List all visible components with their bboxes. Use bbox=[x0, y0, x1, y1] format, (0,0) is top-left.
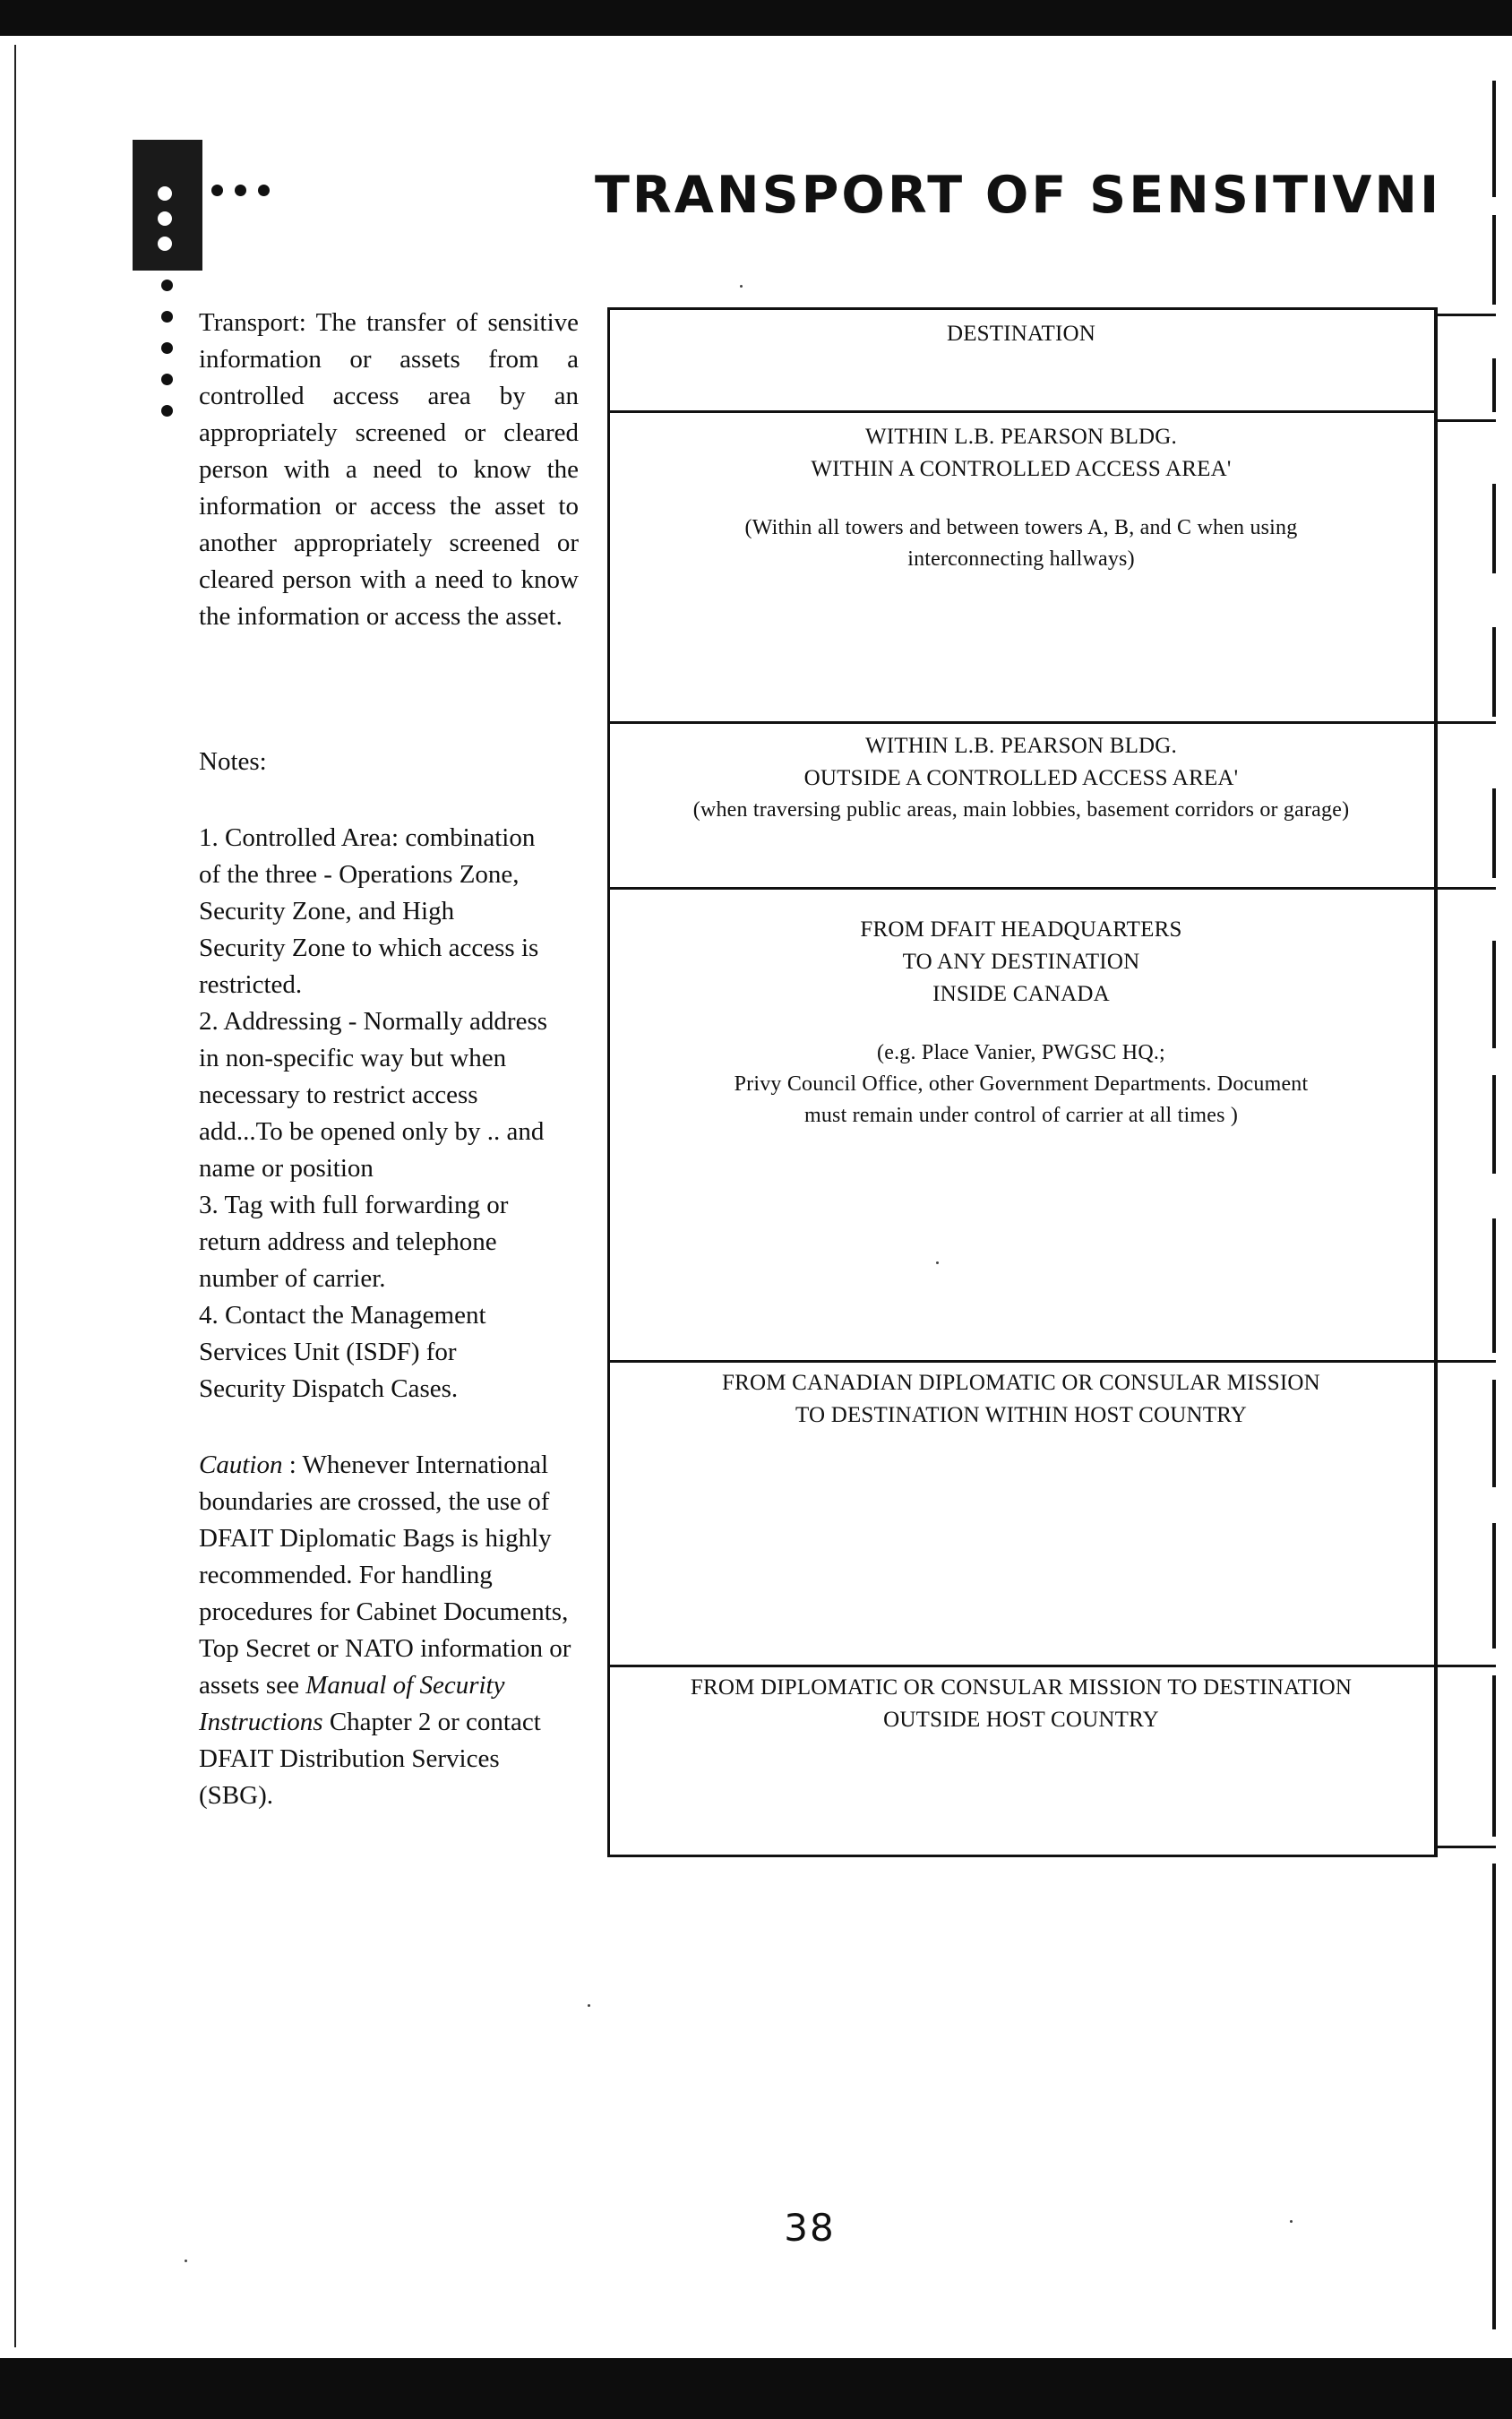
title-dot bbox=[258, 185, 270, 196]
table-row bbox=[618, 914, 1424, 1132]
note-line: Security Dispatch Cases. bbox=[199, 1374, 459, 1403]
manual-title: Manual of Security Instructions bbox=[199, 1671, 505, 1736]
row-divider bbox=[607, 887, 1437, 890]
table-row bbox=[618, 421, 1424, 575]
margin-dot bbox=[161, 342, 173, 354]
cut-column-edge bbox=[1492, 788, 1496, 878]
row-note-line: (when traversing public areas, main lobbies, basement corridors or garage) bbox=[692, 798, 1350, 822]
cut-column-edge bbox=[1492, 941, 1496, 1048]
caution-text: : Whenever International boundaries are crossed, the use of DFAIT Diplomatic Bags is highly recommended. For handling procedures for Cabinet Documents, Top Secret or NATO information or assets see bbox=[199, 1451, 571, 1700]
cut-column-edge bbox=[1492, 1218, 1496, 1353]
page-number: 38 bbox=[784, 2206, 836, 2250]
margin-dot bbox=[161, 374, 173, 385]
ornament-dot bbox=[158, 237, 172, 251]
row-note-line: interconnecting hallways) bbox=[907, 547, 1135, 571]
table-row bbox=[618, 1367, 1424, 1432]
cut-column-edge bbox=[1492, 358, 1496, 412]
note-line: 4. Contact the Management bbox=[199, 1301, 486, 1330]
scan-speck bbox=[588, 2004, 590, 2007]
row-heading-line: FROM DIPLOMATIC OR CONSULAR MISSION TO DESTINATION bbox=[690, 1675, 1353, 1700]
table-row bbox=[618, 1672, 1424, 1736]
transport-definition: Transport: The transfer of sensitive information or assets from a controlled access area by an appropriately screened or cleared person with a need to know the information or access the asset to another appropriately screened or cleared person with a need to know the information or access the asset. bbox=[199, 308, 579, 631]
cut-column-edge bbox=[1492, 1523, 1496, 1649]
title-dot bbox=[211, 185, 223, 196]
row-divider bbox=[607, 410, 1437, 413]
note-line: in non-specific way but when bbox=[199, 1044, 507, 1072]
note-line: add...To be opened only by .. and bbox=[199, 1117, 545, 1146]
note-line: name or position bbox=[199, 1154, 374, 1183]
margin-dot bbox=[161, 405, 173, 417]
spacer bbox=[618, 1011, 1424, 1037]
cut-column-edge bbox=[1492, 81, 1496, 197]
margin-dot bbox=[161, 280, 173, 291]
row-divider bbox=[607, 1360, 1437, 1363]
note-line: restricted. bbox=[199, 970, 303, 999]
cut-column-edge bbox=[1492, 627, 1496, 717]
adjacent-column-divider bbox=[1437, 1360, 1496, 1363]
caution-label: Caution bbox=[199, 1451, 283, 1479]
row-divider bbox=[607, 721, 1437, 724]
adjacent-column-divider bbox=[1437, 887, 1496, 890]
adjacent-column-divider bbox=[1437, 1846, 1496, 1848]
cut-column-edge bbox=[1492, 1675, 1496, 1837]
table-header: DESTINATION bbox=[946, 322, 1096, 346]
row-heading-line: INSIDE CANADA bbox=[932, 982, 1110, 1006]
row-divider bbox=[607, 1665, 1437, 1667]
note-line: 2. Addressing - Normally address bbox=[199, 1007, 548, 1036]
row-heading-line: WITHIN L.B. PEARSON BLDG. bbox=[864, 734, 1178, 758]
note-line: return address and telephone bbox=[199, 1227, 497, 1256]
adjacent-column-divider bbox=[1437, 1665, 1496, 1667]
notes-heading: Notes: bbox=[199, 747, 267, 776]
page-title: TRANSPORT OF SENSITIVNI bbox=[595, 166, 1442, 225]
note-line: number of carrier. bbox=[199, 1264, 386, 1293]
adjacent-column-divider bbox=[1437, 721, 1496, 724]
corner-ornament bbox=[133, 140, 202, 271]
note-line: 1. Controlled Area: combination bbox=[199, 823, 536, 852]
notes-list bbox=[199, 820, 579, 1407]
row-note-line: must remain under control of carrier at all times ) bbox=[803, 1104, 1239, 1127]
margin-dot bbox=[161, 311, 173, 323]
caution-paragraph bbox=[199, 1447, 579, 1814]
row-heading-line: WITHIN A CONTROLLED ACCESS AREA' bbox=[811, 457, 1232, 481]
scan-speck bbox=[185, 2260, 187, 2262]
row-heading-line: WITHIN L.B. PEARSON BLDG. bbox=[864, 425, 1178, 449]
scan-speck bbox=[936, 1261, 939, 1264]
note-line: of the three - Operations Zone, bbox=[199, 860, 520, 889]
adjacent-column-divider bbox=[1437, 314, 1496, 316]
row-note-line: Privy Council Office, other Government Departments. Document bbox=[734, 1072, 1309, 1096]
row-heading-line: FROM CANADIAN DIPLOMATIC OR CONSULAR MISSION bbox=[722, 1371, 1320, 1395]
ornament-dot bbox=[158, 186, 172, 201]
adjacent-column-divider bbox=[1437, 419, 1496, 422]
note-line: Security Zone to which access is bbox=[199, 934, 539, 962]
row-heading-line: TO ANY DESTINATION bbox=[902, 950, 1140, 974]
row-heading-line: OUTSIDE HOST COUNTRY bbox=[883, 1708, 1159, 1732]
spacer bbox=[618, 486, 1424, 512]
row-heading-line: TO DESTINATION WITHIN HOST COUNTRY bbox=[795, 1403, 1247, 1427]
cut-column-edge bbox=[1492, 215, 1496, 305]
table-row bbox=[618, 730, 1424, 826]
scan-border-bottom bbox=[0, 2358, 1512, 2419]
note-line: Security Zone, and High bbox=[199, 897, 455, 925]
note-line: Services Unit (ISDF) for bbox=[199, 1338, 457, 1366]
scan-speck bbox=[1290, 2220, 1293, 2223]
cut-column-edge bbox=[1492, 1864, 1496, 2329]
note-line: necessary to restrict access bbox=[199, 1080, 478, 1109]
row-heading-line: FROM DFAIT HEADQUARTERS bbox=[860, 917, 1182, 942]
scan-speck bbox=[740, 285, 743, 288]
caution-text-end: Chapter 2 or contact DFAIT Distribution Services (SBG). bbox=[199, 1708, 541, 1810]
title-dot bbox=[235, 185, 246, 196]
cut-column-edge bbox=[1492, 1075, 1496, 1174]
scan-border-top bbox=[0, 0, 1512, 36]
cut-column-edge bbox=[1492, 484, 1496, 573]
row-heading-line: OUTSIDE A CONTROLLED ACCESS AREA' bbox=[803, 766, 1239, 790]
row-note-line: (e.g. Place Vanier, PWGSC HQ.; bbox=[877, 1041, 1165, 1064]
note-line: 3. Tag with full forwarding or bbox=[199, 1191, 509, 1219]
page-edge-left bbox=[14, 45, 16, 2347]
cut-column-edge bbox=[1492, 1380, 1496, 1487]
ornament-dot bbox=[158, 211, 172, 226]
row-note-line: (Within all towers and between towers A, B, and C when using bbox=[744, 516, 1298, 539]
